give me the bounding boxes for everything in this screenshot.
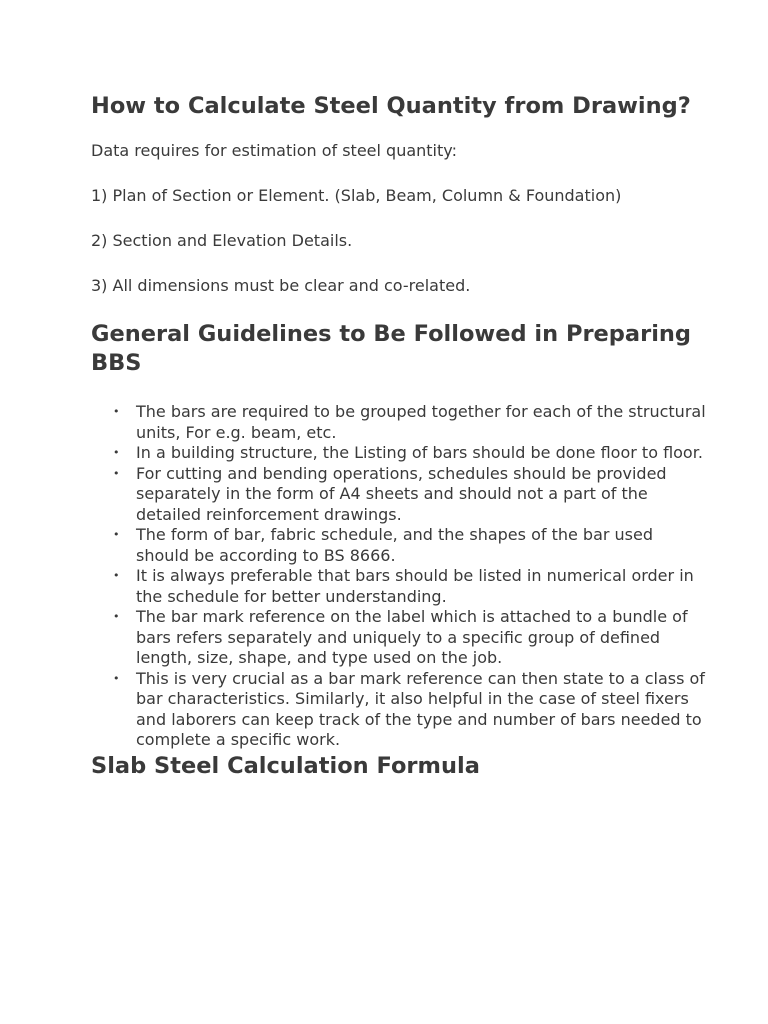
bullet-icon: • (113, 610, 120, 623)
list-item-text: The bars are required to be grouped together for each of the structural units, For e.g. beam, etc. (136, 402, 706, 442)
bullet-icon: • (113, 569, 120, 582)
list-item-text: It is always preferable that bars should be listed in numerical order in the schedule for better understanding. (136, 566, 694, 606)
list-item (91, 669, 708, 751)
step-item: 2) Section and Elevation Details. (91, 231, 353, 250)
step-item: 3) All dimensions must be clear and co-related. (91, 276, 471, 295)
list-item-text: For cutting and bending operations, schedules should be provided separately in the form of A4 sheets and should not a part of the detailed reinforcement drawings. (136, 463, 667, 524)
bullet-icon: • (113, 405, 120, 418)
guidelines-list (91, 402, 708, 751)
bullet-icon: • (113, 466, 120, 480)
intro-text: Data requires for estimation of steel quantity: (91, 141, 457, 160)
bullet-icon: • (113, 446, 120, 459)
list-item-text: In a building structure, the Listing of bars should be done floor to floor. (136, 443, 703, 462)
list-item-text: This is very crucial as a bar mark reference can then state to a class of bar characteristics. Similarly, it also helpful in the case of steel fixers and laborers can keep track of the type and number of bars needed to complete a specific work. (136, 668, 705, 749)
list-item (91, 525, 708, 566)
list-item (91, 402, 708, 443)
list-item (91, 464, 708, 526)
bullet-icon: • (113, 671, 120, 685)
bullet-icon: • (113, 528, 120, 541)
slab-heading: Slab Steel Calculation Formula (91, 752, 480, 779)
guidelines-heading: General Guidelines to Be Followed in Preparing BBS (91, 321, 692, 376)
list-item-text: The bar mark reference on the label which is attached to a bundle of bars refers separately and uniquely to a specific group of defined length, size, shape, and type used on the job. (136, 607, 688, 667)
page-title: How to Calculate Steel Quantity from Drawing? (91, 93, 691, 119)
list-item (91, 443, 708, 464)
list-item (91, 566, 708, 607)
list-item (91, 607, 708, 669)
list-item-text: The form of bar, fabric schedule, and the shapes of the bar used should be according to BS 8666. (136, 525, 654, 565)
step-item: 1) Plan of Section or Element. (Slab, Beam, Column & Foundation) (91, 186, 622, 205)
